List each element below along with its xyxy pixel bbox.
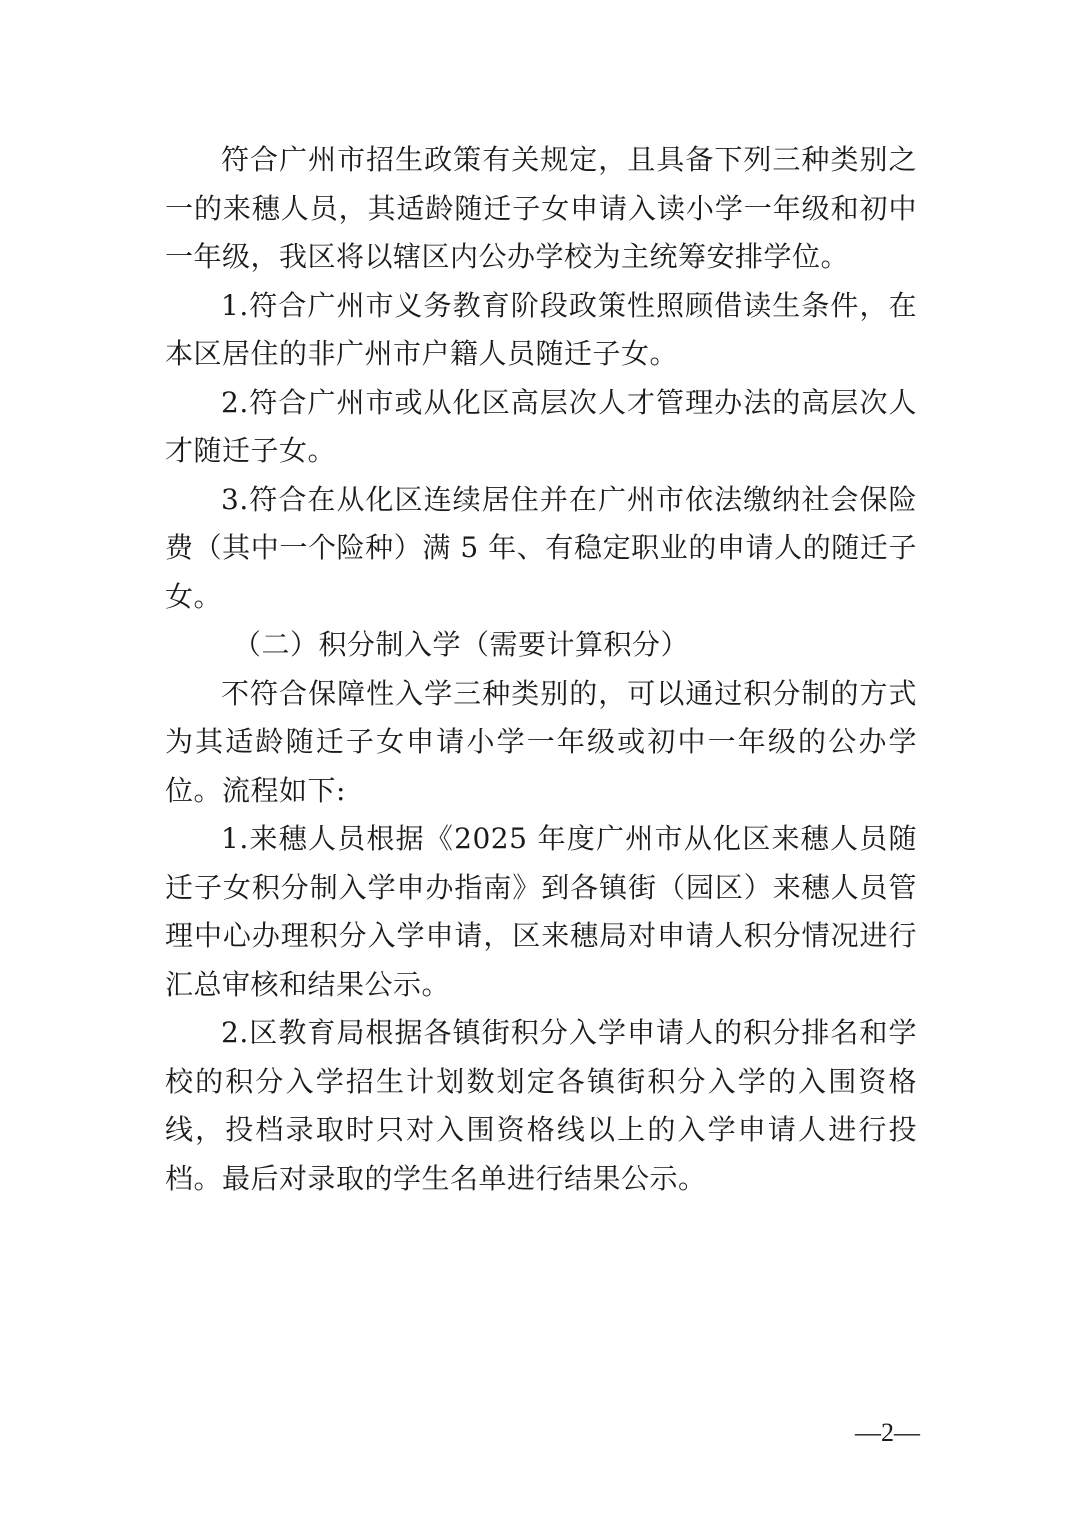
paragraph-intro: 符合广州市招生政策有关规定，且具备下列三种类别之一的来穗人员，其适龄随迁子女申请入读小学一年级和初中一年级，我区将以辖区内公办学校为主统筹安排学位。: [165, 143, 917, 273]
paragraph-item-1: 1.符合广州市义务教育阶段政策性照顾借读生条件，在本区居住的非广州市户籍人员随迁子女。: [165, 288, 917, 370]
paragraph-points-intro: 不符合保障性入学三种类别的，可以通过积分制的方式为其适龄随迁子女申请小学一年级或初中一年级的公办学位。流程如下:: [165, 676, 917, 807]
page-number: —2—: [855, 1418, 920, 1447]
paragraph-process-1: 1.来穗人员根据《2025 年度广州市从化区来穗人员随迁子女积分制入学申办指南》到各镇街（园区）来穗人员管理中心办理积分入学申请，区来穗局对申请人积分情况进行汇总审核和结果公示。: [165, 822, 917, 1001]
paragraph-item-3: 3.符合在从化区连续居住并在广州市依法缴纳社会保险费（其中一个险种）满 5 年、有稳定职业的申请人的随迁子女。: [165, 482, 917, 613]
document-body: [165, 136, 917, 1203]
paragraph-item-2: 2.符合广州市或从化区高层次人才管理办法的高层次人才随迁子女。: [165, 385, 917, 467]
section-heading: （二）积分制入学（需要计算积分）: [233, 628, 690, 661]
paragraph-process-2: 2.区教育局根据各镇街积分入学申请人的积分排名和学校的积分入学招生计划数划定各镇街积分入学的入围资格线，投档录取时只对入围资格线以上的入学申请人进行投档。最后对录取的学生名单进行结果公示。: [165, 1016, 917, 1195]
